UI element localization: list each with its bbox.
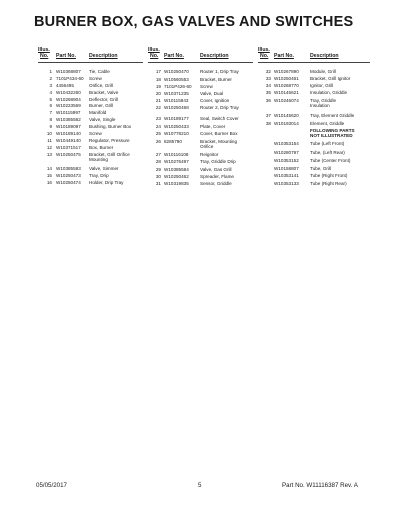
parts-row [258, 150, 370, 155]
description-line: Tube, (Left Rear) [310, 149, 345, 155]
parts-row [148, 116, 253, 121]
parts-row [258, 173, 370, 178]
part-number: W10276497 [164, 159, 189, 165]
part-number: W10189177 [164, 116, 189, 122]
parts-row [38, 180, 143, 185]
illus-number: 35 [265, 89, 271, 95]
part-description [200, 181, 253, 186]
parts-row [258, 113, 370, 118]
parts-row [38, 103, 143, 108]
part-number: W10368807 [56, 69, 81, 74]
part-description [200, 91, 253, 96]
part-number: W10250475 [56, 151, 81, 157]
description-line: Tray, Drip [89, 173, 109, 179]
footer-page-number: 5 [198, 482, 202, 489]
description-line: Tube, Grill [310, 166, 332, 172]
description-line: Module, Grill [310, 69, 336, 74]
description-line: Bracket, Grill Orifice [89, 151, 130, 157]
illus-number: 18 [155, 77, 161, 83]
part-description [89, 138, 143, 143]
illus-number: 27 [155, 152, 161, 158]
part-number: W10250468 [164, 104, 189, 110]
description-line: Cover, Burner Box [200, 131, 238, 137]
description-line: FOLLOWING PARTS [310, 127, 355, 133]
illus-number: 21 [155, 97, 161, 103]
illus-number: 5 [49, 96, 52, 102]
description-line: Burner, Grill [89, 103, 114, 109]
part-description [89, 131, 143, 136]
illus-number: 28 [155, 159, 161, 165]
illus-number: 1 [49, 69, 52, 74]
part-description [89, 83, 143, 88]
description-line: Mounting [89, 156, 108, 162]
part-description [89, 152, 143, 163]
description-line: Tube (Right Rear) [310, 181, 347, 187]
illus-number: 23 [155, 116, 161, 122]
parts-row [38, 145, 143, 150]
illus-number: 14 [46, 166, 52, 172]
part-number: W10449140 [56, 137, 81, 143]
part-description [200, 159, 253, 164]
part-description [200, 84, 253, 89]
illus-number: 26 [155, 138, 161, 144]
part-number: W10145620 [274, 112, 299, 118]
parts-row [258, 121, 370, 126]
illus-number: 24 [155, 124, 161, 130]
description-line: Cover, Ignition [200, 97, 230, 103]
part-description [310, 166, 370, 171]
part-number: W10250470 [164, 69, 189, 74]
description-line: Insulation, Griddle [310, 89, 348, 95]
parts-row [148, 77, 253, 82]
illus-number: 12 [46, 144, 52, 150]
part-number: W10250461 [274, 75, 299, 81]
part-number: W10246074 [274, 97, 299, 103]
column-header [148, 48, 253, 63]
parts-row [38, 90, 143, 95]
illus-number: 6 [49, 103, 52, 109]
part-number: W10115997 [56, 110, 81, 116]
description-line: Holder, Drip Tray [89, 180, 124, 186]
description-line: Ignitor, Grill [310, 82, 334, 88]
description-line: Bracket, Mounting [200, 138, 238, 144]
parts-row [38, 97, 143, 102]
description-line: Regulator, Pressure [89, 137, 130, 143]
parts-row [258, 76, 370, 81]
part-number: 4456495 [56, 82, 74, 88]
description-line: Deflector, Grill [89, 96, 118, 102]
part-number: W10353154 [274, 141, 299, 147]
illus-number: 20 [155, 91, 161, 97]
header-illus-no: No. [150, 53, 159, 59]
part-description [200, 131, 253, 136]
parts-row [148, 105, 253, 110]
part-number: W10371235 [164, 91, 189, 97]
part-number: W10353152 [274, 157, 299, 163]
part-description [310, 76, 370, 81]
part-number: 7101P426-60 [164, 84, 192, 90]
part-number: W10280797 [274, 149, 299, 155]
part-number: W10268904 [56, 96, 81, 102]
description-line: Element, Griddle [310, 120, 345, 126]
part-description [89, 76, 143, 81]
description-line: Tray, Griddle [310, 97, 337, 103]
part-description [200, 69, 253, 74]
part-number: W10145621 [274, 89, 299, 95]
description-line: Tray, Element Griddle [310, 112, 355, 118]
parts-row [38, 83, 143, 88]
parts-row [148, 124, 253, 129]
parts-row [148, 84, 253, 89]
description-line: Valve, Gas Grill [200, 167, 232, 173]
column-header [258, 48, 370, 63]
part-description [200, 116, 253, 121]
illus-number: 3 [49, 82, 52, 88]
part-description [89, 145, 143, 150]
header-part-no: Part No. [164, 53, 184, 59]
parts-column-3 [258, 48, 370, 188]
description-line: Insulation [310, 103, 330, 109]
illus-number: 29 [155, 167, 161, 173]
illus-number: 15 [46, 173, 52, 179]
part-description [89, 173, 143, 178]
parts-row [258, 181, 370, 186]
header-illus-no: No. [40, 53, 49, 59]
part-number: W10353141 [274, 173, 299, 179]
header-description: Description [200, 53, 229, 59]
part-description [310, 83, 370, 88]
part-number: W10250473 [56, 173, 81, 179]
part-number: W10560553 [164, 77, 189, 83]
part-number: W10115843 [164, 97, 189, 103]
header-description: Description [310, 53, 339, 59]
illus-number: 10 [46, 131, 52, 137]
illus-number: 16 [46, 180, 52, 186]
part-description [310, 113, 370, 118]
part-number: W10189140 [56, 131, 81, 137]
page-title: BURNER BOX, GAS VALVES AND SWITCHES [34, 14, 354, 30]
part-description [310, 173, 370, 178]
parts-row [258, 90, 370, 95]
parts-row [148, 152, 253, 157]
header-illus-label: Illus. [148, 47, 160, 53]
parts-row [148, 91, 253, 96]
illus-number: 30 [155, 174, 161, 180]
description-line: Bushing, Burner Box [89, 124, 132, 130]
description-line: Bracket, Burner [200, 77, 232, 83]
part-description [200, 174, 253, 179]
description-line: Screw [200, 84, 213, 90]
description-line: Screw [89, 131, 102, 137]
part-description [200, 139, 253, 150]
description-line: Bracket, Grill Ignitor [310, 75, 351, 81]
illus-number: 33 [265, 75, 271, 81]
part-number: W10223569 [56, 103, 81, 109]
header-part-no: Part No. [56, 53, 76, 59]
parts-row [258, 98, 370, 109]
parts-row [38, 138, 143, 143]
parts-row [38, 173, 143, 178]
part-description [89, 90, 143, 95]
parts-row [148, 181, 253, 186]
parts-row [38, 76, 143, 81]
part-number: 7101P434-60 [56, 75, 84, 81]
header-illus-label: Illus. [38, 47, 50, 53]
header-part-no: Part No. [274, 53, 294, 59]
part-description [200, 124, 253, 129]
part-number: W10193014 [274, 120, 299, 126]
parts-column-2 [148, 48, 253, 188]
part-description [310, 181, 370, 186]
description-line: Valve, Single [89, 117, 116, 123]
part-description [200, 77, 253, 82]
illus-number: 32 [265, 69, 271, 74]
description-line: Bracket, Valve [89, 89, 119, 95]
description-line: Plate, Cover [200, 124, 226, 130]
description-line: Valve, Dual [200, 91, 224, 97]
parts-row [258, 128, 370, 139]
description-line: Manifold [89, 110, 107, 116]
illus-number: 38 [265, 120, 271, 126]
illus-number: 25 [155, 131, 161, 137]
part-number: W10353133 [274, 181, 299, 187]
parts-row [258, 141, 370, 146]
part-number: W10385583 [56, 166, 81, 172]
illus-number: 19 [155, 84, 161, 90]
description-line: Tie, Cable [89, 69, 110, 74]
parts-row [148, 174, 253, 179]
header-illus-label: Illus. [258, 47, 270, 53]
illus-number: 8 [49, 117, 52, 123]
header-description: Description [89, 53, 118, 59]
footer-part-number: Part No. W11116387 Rev. A [282, 482, 358, 489]
parts-row [258, 158, 370, 163]
description-line: Box, Burner [89, 144, 114, 150]
not-illustrated-note [310, 128, 370, 139]
part-description [310, 69, 370, 74]
part-number: 8285790 [164, 138, 182, 144]
parts-row [38, 166, 143, 171]
part-description [89, 124, 143, 129]
parts-row [258, 166, 370, 171]
illus-number: 9 [49, 124, 52, 130]
part-description [89, 69, 143, 74]
part-description [200, 98, 253, 103]
part-description [200, 152, 253, 157]
part-number: W10385584 [164, 167, 189, 173]
part-description [310, 121, 370, 126]
parts-row [38, 69, 143, 74]
illus-number: 13 [46, 151, 52, 157]
part-number: W10385582 [56, 117, 81, 123]
illus-number: 4 [49, 89, 52, 95]
part-description [310, 141, 370, 146]
description-line: Router 2, Drip Tray [200, 104, 239, 110]
part-description [200, 167, 253, 172]
parts-row [38, 117, 143, 122]
part-description [89, 97, 143, 102]
part-number: W10268770 [274, 82, 299, 88]
illus-number: 2 [49, 75, 52, 81]
parts-row [38, 152, 143, 163]
part-description [89, 103, 143, 108]
illus-number: 34 [265, 82, 271, 88]
description-line: Spreader, Flame [200, 174, 234, 180]
description-line: NOT ILLUSTRATED [310, 133, 353, 139]
illus-number: 7 [49, 110, 52, 116]
part-number: W10189097 [56, 124, 81, 130]
description-line: Tray, Griddle Drip [200, 159, 236, 165]
part-number: W10116108 [164, 152, 189, 158]
part-number: W10319835 [164, 181, 189, 187]
header-illus-no: No. [260, 53, 269, 59]
parts-row [148, 139, 253, 150]
part-description [310, 158, 370, 163]
footer-date: 05/05/2017 [36, 482, 67, 489]
part-description [89, 117, 143, 122]
description-line: Tube (Center Front) [310, 157, 351, 163]
part-number: W10371517 [56, 144, 81, 150]
parts-row [148, 98, 253, 103]
part-description [89, 110, 143, 115]
illus-number: 11 [47, 137, 52, 143]
parts-row [148, 159, 253, 164]
part-description [89, 180, 143, 185]
part-number: W10250433 [164, 124, 189, 130]
description-line: Reignitor [200, 152, 219, 158]
part-description [310, 90, 370, 95]
illus-number: 22 [155, 104, 161, 110]
parts-row [148, 69, 253, 74]
description-line: Router 1, Drip Tray [200, 69, 239, 74]
part-number: W10250474 [56, 180, 81, 186]
description-line: Screw [89, 75, 102, 81]
description-line: Tube (Left Front) [310, 141, 345, 147]
illus-number: 36 [265, 97, 271, 103]
part-description [89, 166, 143, 171]
part-number: W10432260 [56, 89, 81, 95]
parts-column-1 [38, 48, 143, 187]
part-description [200, 105, 253, 110]
description-line: Valve, Simmer [89, 166, 119, 172]
parts-row [148, 131, 253, 136]
part-number: W10250462 [164, 174, 189, 180]
part-description [310, 150, 370, 155]
column-header [38, 48, 143, 63]
part-number: W10778210 [164, 131, 189, 137]
illus-number: 37 [265, 112, 271, 118]
description-line: Orifice [200, 143, 214, 149]
part-number: W10158807 [274, 166, 299, 172]
parts-row [148, 167, 253, 172]
illus-number: 17 [155, 69, 161, 74]
description-line: Seal, Switch Cover [200, 116, 239, 122]
part-description [310, 98, 370, 109]
description-line: Orifice, Grill [89, 82, 113, 88]
parts-row [38, 110, 143, 115]
part-number: W10267890 [274, 69, 299, 74]
parts-row [38, 124, 143, 129]
parts-row [258, 83, 370, 88]
parts-row [258, 69, 370, 74]
illus-number: 31 [155, 181, 161, 187]
parts-row [38, 131, 143, 136]
description-line: Sensor, Griddle [200, 181, 232, 187]
description-line: Tube (Right Front) [310, 173, 348, 179]
